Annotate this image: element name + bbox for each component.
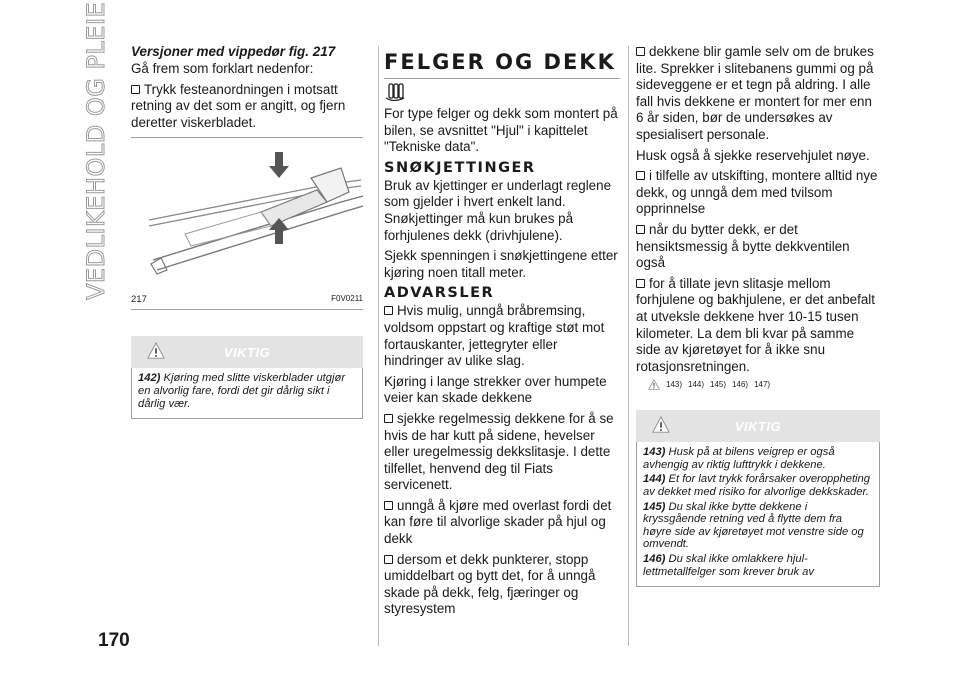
- bullet-icon: [131, 85, 140, 94]
- bullet-item: Trykk festeanordningen i motsatt retning av det som er angitt, og fjern deretter viskerbladet.: [131, 81, 346, 130]
- note-ref: 146): [643, 553, 666, 566]
- page-number: 170: [98, 630, 130, 651]
- column-divider: [628, 46, 629, 646]
- figure-caption: [131, 294, 363, 305]
- subsection-heading: SNØKJETTINGER: [384, 159, 536, 176]
- bullet-item: for å tillate jevn slitasje mellom forhjulene og bakhjulene, er det anbefalt at utveksle dekkene hver 10-15 tusen kilometer. La dem bli kvar på samme side av kjøretøyet for å ikke snu rotasjonsretningen.: [636, 275, 875, 374]
- subsection-heading: ADVARSLER: [384, 285, 495, 302]
- bullet-item: unngå å kjøre med overlast fordi det kan føre til alvorlige skader på hjul og dekk: [384, 497, 612, 547]
- paragraph: Sjekk spenningen i snøkjettingene etter kjøring noen titall meter.: [384, 248, 618, 280]
- wiper-figure: [131, 142, 363, 292]
- chapter-side-title: VEDLIKEHOLD OG PLEIE: [82, 1, 110, 300]
- bullet-item: Hvis mulig, unngå bråbremsing, voldsom oppstart og kraftige støt mot fortauskanter, jettegryter eller hindringer av ulike slag.: [384, 303, 605, 369]
- note-ref: 145): [643, 500, 666, 513]
- divider: [131, 137, 363, 138]
- viktig-box: [131, 336, 363, 419]
- viktig-note: 142) Kjøring med slitte viskerblader utgjør en alvorlig fare, fordi det gir dårlig sikt i dårlig vær.: [138, 372, 346, 410]
- figure-number: 217: [131, 294, 147, 306]
- warning-icon: [652, 416, 670, 434]
- figure-code: F0V0211: [331, 294, 363, 304]
- bullet-item: dekkene blir gamle selv om de brukes lite. Sprekker i slitebanens gummi og på sideveggene er et tegn på aldring. I alle fall hvis dekkene er montert for mer enn 6 år siden, bør de undersøkes av spesialisert personale.: [636, 44, 874, 142]
- reference-number: 145): [710, 380, 727, 390]
- reference-list: [648, 379, 880, 390]
- section-subheading: Versjoner med vippedør fig. 217: [131, 44, 336, 59]
- paragraph: Husk også å sjekke reservehjulet nøye.: [636, 147, 870, 163]
- viktig-body: [131, 368, 363, 419]
- viktig-note: 144) Et for lavt trykk forårsaker overoppheting av dekket med risiko for alvorlige dekkskader.: [643, 473, 870, 499]
- column-middle: [384, 44, 620, 622]
- column-left: [131, 44, 363, 419]
- viktig-box: [636, 410, 880, 587]
- bullet-icon: [636, 171, 645, 180]
- bullet-icon: [384, 555, 393, 564]
- viktig-title: VIKTIG: [734, 418, 782, 434]
- bullet-icon: [636, 279, 645, 288]
- note-ref: 143): [643, 446, 666, 459]
- bullet-icon: [384, 414, 393, 423]
- note-ref: 142): [138, 372, 161, 385]
- bullet-icon: [636, 47, 645, 56]
- note-ref: 144): [643, 473, 666, 486]
- bullet-item: sjekke regelmessig dekkene for å se hvis de har kutt på sidene, hevelser eller uregelmessig dekkslitasje. I dette tilfellet, henvend deg til Fiats servicenett.: [384, 410, 614, 493]
- column-right: [636, 44, 880, 587]
- paragraph: Bruk av kjettinger er underlagt reglene som gjelder i hvert enkelt land. Snøkjettinger må kun brukes på forhjulenes dekk (drivhjulene).: [384, 177, 612, 243]
- viktig-note: 146) Du skal ikke omlakkere hjul-lettmetallfelger som krever bruk av: [643, 553, 814, 578]
- viktig-header: [131, 336, 363, 368]
- bullet-icon: [384, 501, 393, 510]
- section-title: FELGER OG DEKK: [384, 50, 616, 74]
- viktig-title: VIKTIG: [223, 344, 271, 360]
- warning-icon: [648, 379, 660, 390]
- divider: [384, 78, 620, 79]
- tire-icon: [384, 83, 406, 101]
- warning-icon: [147, 342, 165, 360]
- column-divider: [378, 46, 379, 646]
- viktig-header: [636, 410, 880, 442]
- viktig-note: 145) Du skal ikke bytte dekkene i kryssgående retning ved å flytte dem fra høyre side av kjøretøyet mot venstre side og omvendt.: [643, 500, 864, 551]
- bullet-item: når du bytter dekk, er det hensiktsmessig å bytte dekkventilen også: [636, 221, 850, 271]
- divider: [131, 309, 363, 310]
- bullet-icon: [384, 306, 393, 315]
- reference-number: 144): [688, 380, 705, 390]
- intro-text: Gå frem som forklart nedenfor:: [131, 61, 314, 76]
- viktig-body: [636, 442, 880, 587]
- intro-text: For type felger og dekk som montert på bilen, se avsnittet "Hjul" i kapittelet "Tekniske data".: [384, 106, 618, 155]
- reference-number: 147): [754, 380, 771, 390]
- bullet-item: i tilfelle av utskifting, montere alltid nye dekk, og unngå dem med tvilsom opprinnelse: [636, 168, 878, 217]
- bullet-icon: [636, 225, 645, 234]
- reference-number: 143): [666, 380, 683, 390]
- viktig-note: 143) Husk på at bilens veigrep er også avhengig av riktig lufttrykk i dekkene.: [643, 446, 835, 471]
- paragraph: Kjøring i lange strekker over humpete veier kan skade dekkene: [384, 373, 607, 406]
- reference-number: 146): [732, 380, 749, 390]
- bullet-item: dersom et dekk punkterer, stopp umiddelbart og bytt det, for å unngå skade på dekk, felg, fjæringer og styresystem: [384, 551, 596, 617]
